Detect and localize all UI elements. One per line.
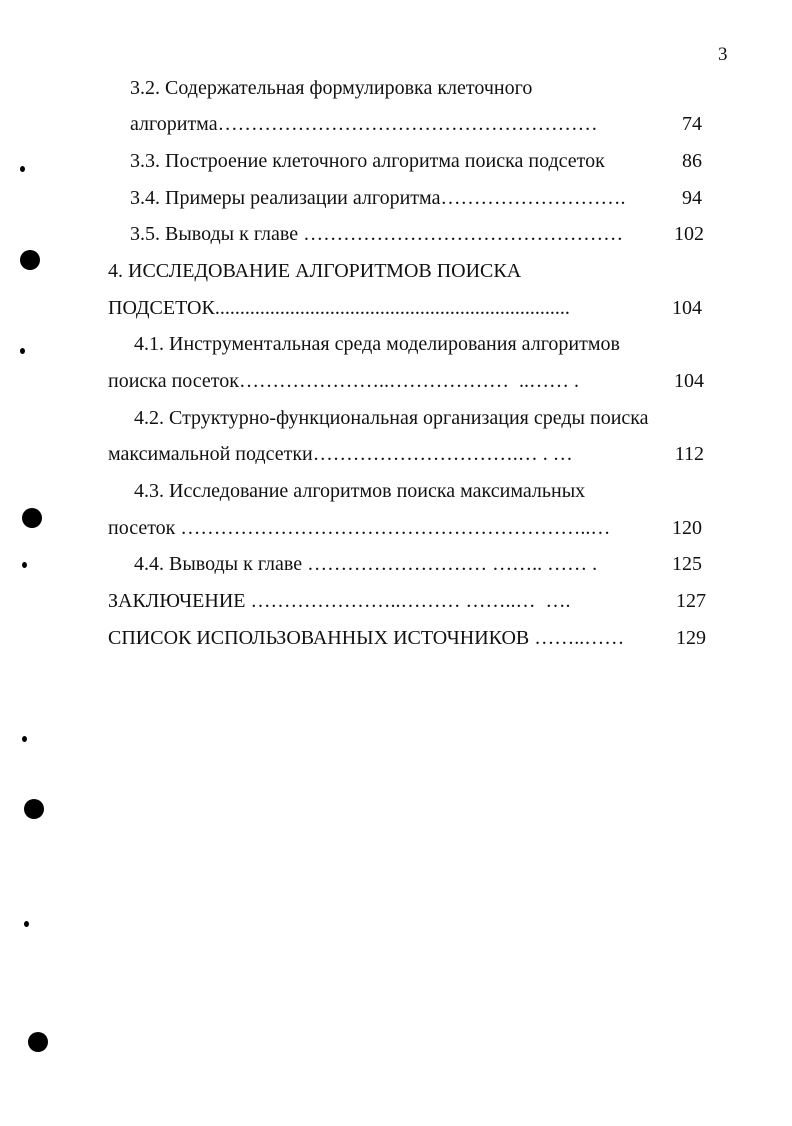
toc-entry: 3.4. Примеры реализации алгоритма………………………. [130,187,626,209]
toc-page-number: 104 [674,370,704,392]
toc-entry: 4.2. Структурно-функциональная организация среды поиска [134,407,649,429]
toc-page-number: 74 [682,113,702,135]
toc-page-number: 102 [674,223,704,245]
binder-mark [20,348,25,354]
binder-hole [20,250,40,270]
toc-entry: ЗАКЛЮЧЕНИЕ …………………..……… ……..… …. [108,590,571,612]
toc-page-number: 112 [674,443,704,465]
binder-mark [22,562,27,568]
toc-page-number: 129 [676,627,706,649]
toc-entry: 3.5. Выводы к главе ………………………………………… [130,223,624,245]
toc-page-number: 94 [682,187,702,209]
toc-entry: максимальной подсетки………………………….… . … [108,443,573,465]
toc-entry: 4.3. Исследование алгоритмов поиска максимальных [134,480,586,502]
toc-page-number: 104 [672,297,702,319]
toc-entry: 4.1. Инструментальная среда моделирования алгоритмов [134,333,620,355]
toc-entry: поиска посеток…………………..……………… ..…… . [108,370,579,392]
toc-page-number: 120 [672,517,702,539]
binder-hole [24,799,44,819]
binder-mark [20,166,25,172]
toc-chapter-heading: 4. ИССЛЕДОВАНИЕ АЛГОРИТМОВ ПОИСКА [108,260,522,282]
toc-entry: СПИСОК ИСПОЛЬЗОВАННЫХ ИСТОЧНИКОВ ……..…… [108,627,625,649]
toc-entry: 4.4. Выводы к главе ……………………… …….. …… . [134,553,598,575]
binder-mark [22,736,27,742]
toc-entry: 3.3. Построение клеточного алгоритма поиска подсеток [130,150,605,172]
toc-page-number: 86 [682,150,702,172]
toc-entry: ПОДСЕТОК....................................................................... [108,297,570,319]
toc-entry: 3.2. Содержательная формулировка клеточного [130,77,533,99]
toc-page-number: 125 [672,553,702,575]
binder-hole [28,1032,48,1052]
toc-page-number: 127 [676,590,706,612]
binder-hole [22,508,42,528]
toc-entry: алгоритма………………………………………………… [130,113,598,135]
page-number: 3 [718,44,728,65]
toc-entry: посеток ……………………………………………………..… [108,517,611,539]
binder-mark [24,921,29,927]
